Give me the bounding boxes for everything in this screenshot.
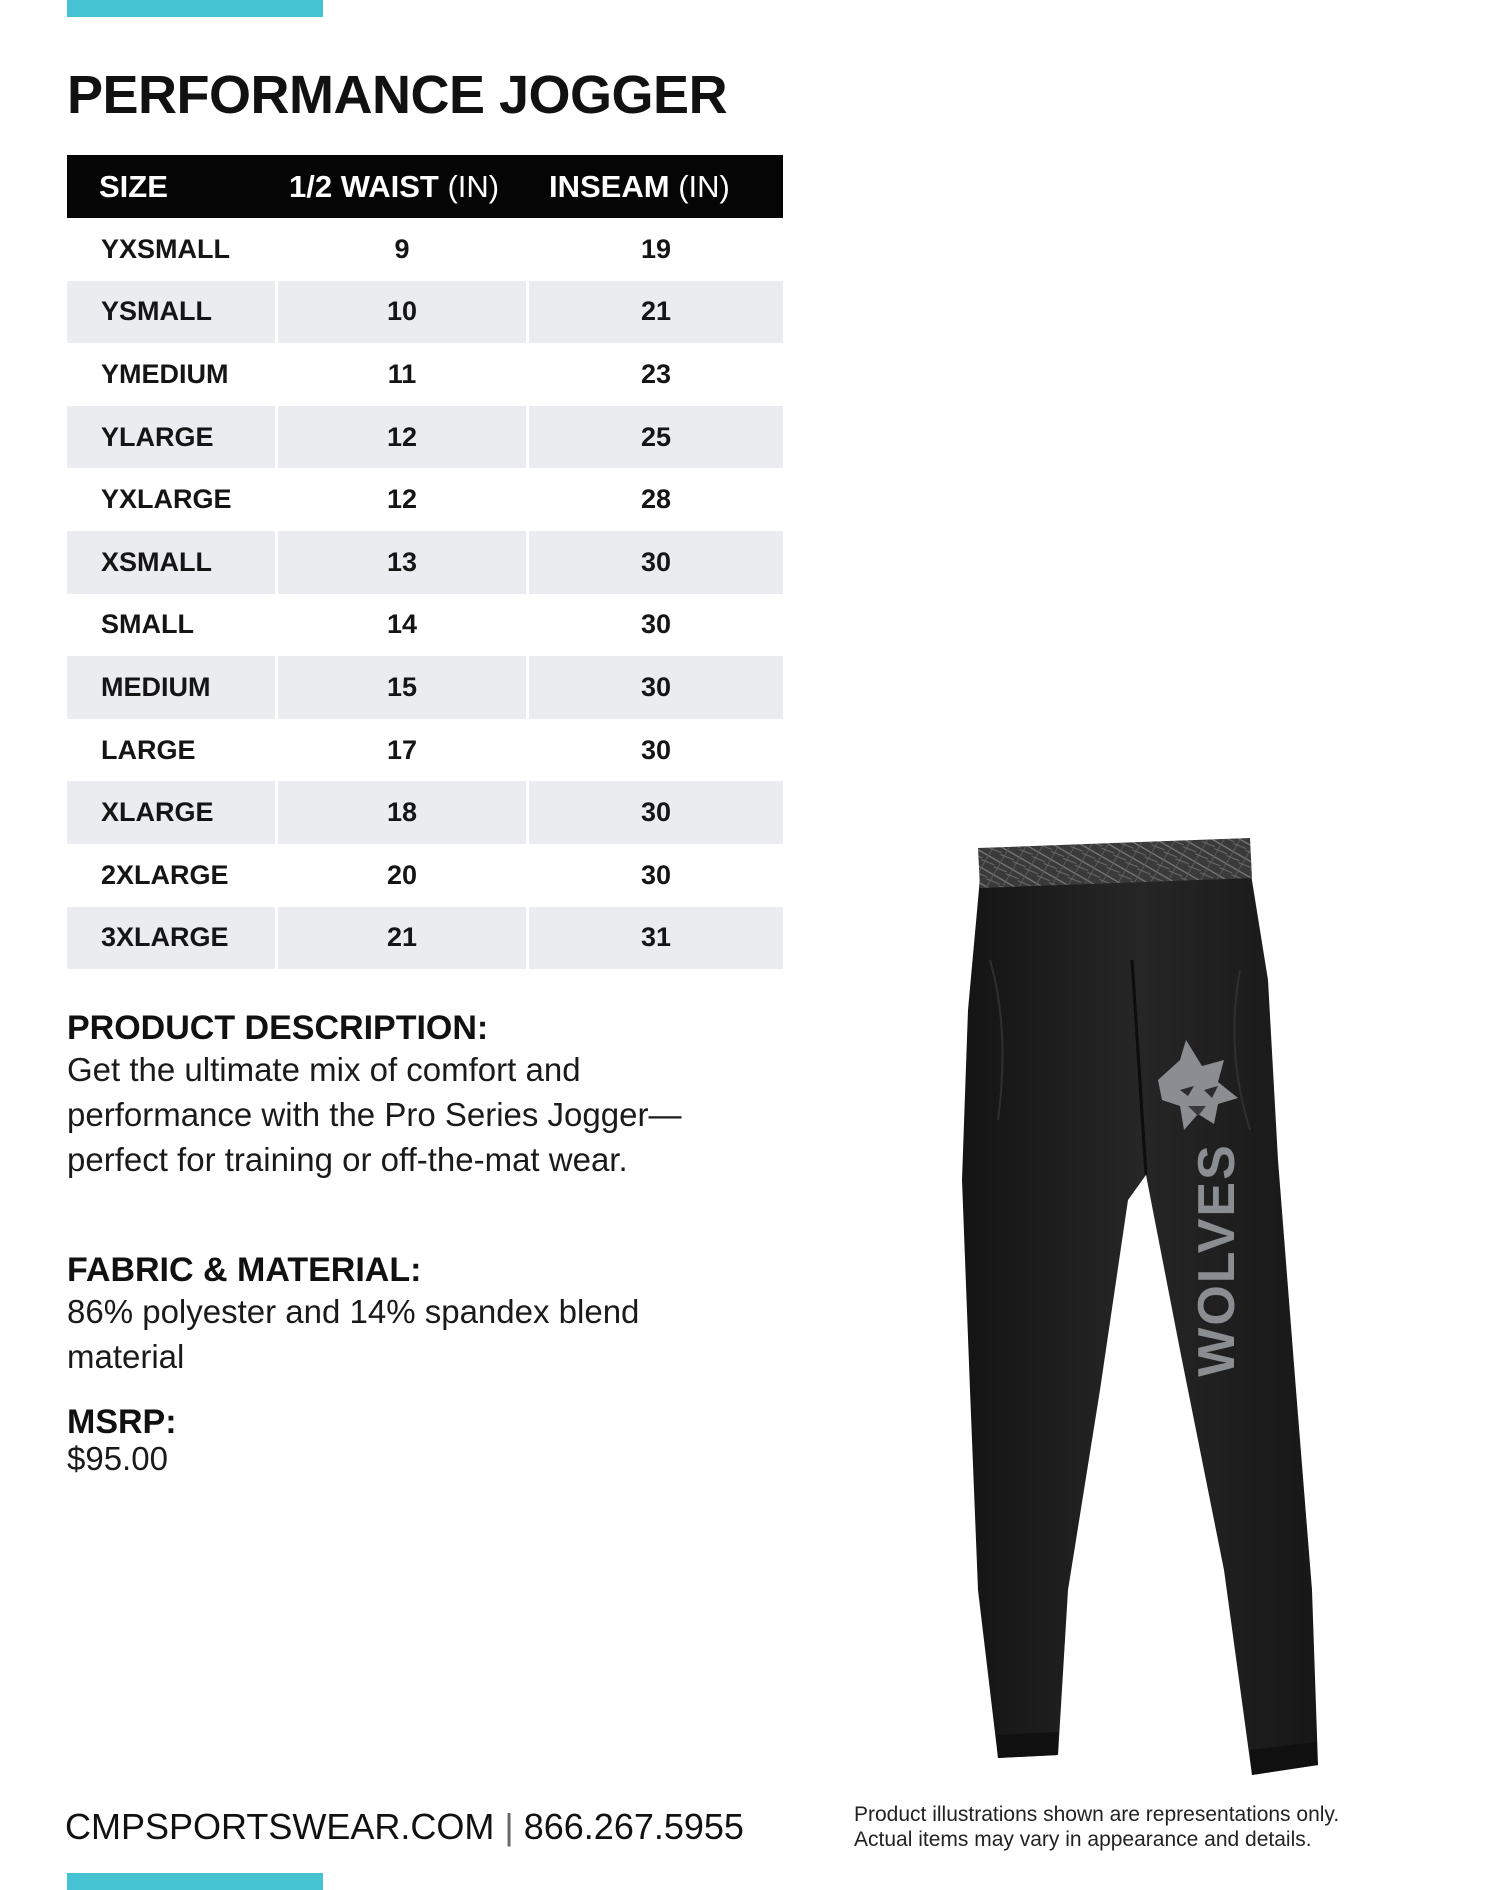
- inseam-cell: 30: [640, 859, 672, 890]
- disclaimer: [854, 1802, 1414, 1852]
- waist-cell: 20: [275, 844, 529, 907]
- inseam-cell: 30: [529, 656, 783, 719]
- size-cell: YLARGE: [67, 406, 275, 469]
- footer-contact: [65, 1806, 744, 1848]
- disclaimer-line-1: Product illustrations shown are representations only.: [854, 1803, 1340, 1826]
- top-accent-bar: [67, 0, 323, 17]
- size-cell: YXLARGE: [101, 484, 232, 515]
- table-row: [67, 531, 783, 594]
- product-description-section: [67, 1009, 747, 1182]
- product-description-heading: PRODUCT DESCRIPTION:: [67, 1009, 489, 1047]
- wolves-team-text: WOLVES: [1188, 1143, 1246, 1377]
- inseam-cell: 30: [640, 734, 672, 765]
- inseam-cell: 25: [529, 406, 783, 469]
- inseam-cell: 28: [640, 484, 672, 515]
- size-cell: YSMALL: [67, 281, 275, 344]
- header-inseam: INSEAM (IN): [529, 155, 783, 218]
- phone-number[interactable]: 866.267.5955: [523, 1806, 744, 1847]
- table-row: [67, 281, 783, 344]
- inseam-cell: 31: [529, 907, 783, 970]
- table-row: [67, 468, 783, 531]
- waist-cell: 17: [275, 719, 529, 782]
- waist-cell: 14: [275, 594, 529, 657]
- table-row: [67, 781, 783, 844]
- fabric-material-heading: FABRIC & MATERIAL:: [67, 1251, 422, 1289]
- table-row: [67, 594, 783, 657]
- table-header-row: [67, 155, 783, 218]
- jogger-product-image: [950, 830, 1330, 1790]
- table-row: [67, 844, 783, 907]
- inseam-cell: 30: [640, 609, 672, 640]
- disclaimer-line-2: Actual items may vary in appearance and details.: [854, 1828, 1312, 1851]
- waist-cell: 15: [275, 656, 529, 719]
- size-cell: 3XLARGE: [67, 907, 275, 970]
- inseam-cell: 23: [640, 358, 672, 389]
- waist-cell: 10: [275, 281, 529, 344]
- waist-cell: 18: [275, 781, 529, 844]
- size-cell: XLARGE: [67, 781, 275, 844]
- table-row: [67, 406, 783, 469]
- table-row: [67, 719, 783, 782]
- size-chart-table: [67, 155, 783, 969]
- size-cell: 2XLARGE: [101, 859, 229, 890]
- table-row: [67, 656, 783, 719]
- fabric-material-section: [67, 1251, 747, 1379]
- waist-cell: 21: [275, 907, 529, 970]
- product-description-text: Get the ultimate mix of comfort and performance with the Pro Series Jogger—perfect for training or off-the-mat wear.: [67, 1051, 682, 1178]
- inseam-cell: 21: [529, 281, 783, 344]
- footer-separator: |: [504, 1806, 514, 1847]
- waist-cell: 13: [275, 531, 529, 594]
- header-half-waist: 1/2 WAIST (IN): [275, 155, 529, 218]
- inseam-cell: 19: [640, 233, 672, 264]
- waist-cell: 9: [275, 218, 529, 281]
- header-size: SIZE: [67, 155, 275, 218]
- table-row: [67, 218, 783, 281]
- table-row: [67, 907, 783, 970]
- page-title: PERFORMANCE JOGGER: [67, 65, 728, 125]
- size-cell: YMEDIUM: [101, 358, 229, 389]
- msrp-section: [67, 1403, 747, 1477]
- waist-cell: 12: [275, 468, 529, 531]
- bottom-accent-bar: [67, 1873, 323, 1890]
- size-cell: MEDIUM: [67, 656, 275, 719]
- inseam-cell: 30: [529, 781, 783, 844]
- msrp-heading: MSRP:: [67, 1403, 177, 1441]
- waist-cell: 11: [275, 343, 529, 406]
- inseam-cell: 30: [529, 531, 783, 594]
- size-cell: XSMALL: [67, 531, 275, 594]
- msrp-price: $95.00: [67, 1440, 168, 1477]
- size-cell: LARGE: [101, 734, 196, 765]
- jogger-body: [962, 868, 1318, 1775]
- website-link[interactable]: CMPSPORTSWEAR.COM: [65, 1806, 495, 1847]
- size-cell: SMALL: [101, 609, 194, 640]
- fabric-material-text: 86% polyester and 14% spandex blend material: [67, 1293, 640, 1375]
- waist-cell: 12: [275, 406, 529, 469]
- size-cell: YXSMALL: [101, 233, 231, 264]
- table-row: [67, 343, 783, 406]
- size-table-body: [67, 218, 783, 969]
